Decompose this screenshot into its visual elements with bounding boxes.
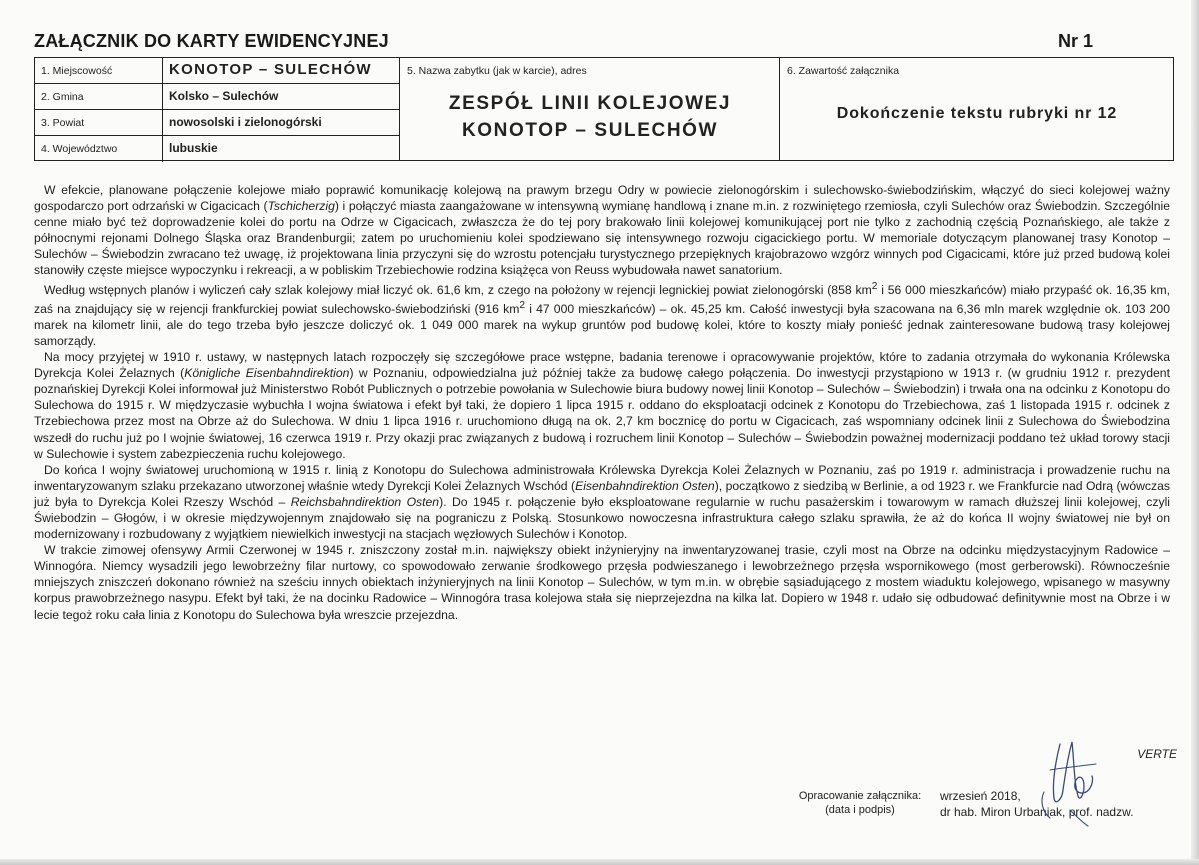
body-text [34, 182, 1170, 623]
gmina-value: Kolsko – Sulechów [169, 89, 279, 103]
text-run: i 47 000 mieszkańców) – ok. 45,25 km. Całość inwestycji była szacowana na 6,36 mln marek względnie ok. 103 200 marek na kilometr linii, ale do tego trzeba było jeszcze doliczyć ok. 1 049 000 marek na wykup gruntów pod budowę kolei, które to koszty miały ponieść jednak zainteresowane budową trasy kolejowej samorządy. [34, 301, 1170, 348]
table-divider [35, 83, 399, 84]
table-divider [35, 135, 399, 136]
table-divider [162, 58, 163, 162]
zawartosc-value: Dokończenie tekstu rubryki nr 12 [836, 105, 1118, 122]
zawartosc-label: 6. Zawartość załącznika [787, 65, 900, 77]
text-run: ). Do 1945 r. połączenie było eksploatowane regularnie w ruchu pasażerskim i towarowym w ramach dłuższej linii kolejowej, czyli Świebodzin – Głogów, i w okresie międzywojennym znajdowało się na pograniczu z Polską. Stosunkowo nowoczesna infrastruktura całego szlaku sprawiła, że aż do końca II wojny światowej nie był on modernizowany i rozbudowany z wyjątkiem niewielkich inwestycji na stacjach węzłowych Sulechów i Konotop. [34, 494, 1170, 542]
monument-name [401, 90, 779, 144]
text-run: W efekcie, planowane połączenie kolejowe miało poprawić komunikację kolejową na prawym brzegu Odry w powiecie zielonogórskim i sulechowsko-świebodzińskim, włączyć do sieci kolejowej ważny gospodarczo port odrzański w Cigacicach ( [34, 183, 1170, 214]
nazwa-label: 5. Nazwa zabytku (jak w karcie), adres [407, 65, 587, 77]
text-run: Na mocy przyjętej w 1910 r. ustawy, w następnych latach rozpoczęły się szczegółowe prace wstępne, badania terenowe i opracowywanie projektów, które to zadania otrzymała do wykonania Królewska Dyrekcja Kolei Żelaznych ( [34, 350, 1170, 381]
miejscowosc-value: KONOTOP – SULECHÓW [169, 61, 372, 78]
text-run: Według wstępnych planów i wyliczeń cały szlak kolejowy miał liczyć ok. 61,6 km, z czego na położony w rejencji legnickiej powiat zielonogórski (858 km [44, 282, 872, 297]
prepared-date: wrzesień 2018, [940, 789, 1021, 803]
text-run-italic: Königliche Eisenbahndirektion [184, 366, 350, 381]
table-divider [35, 109, 399, 110]
paper-edge [0, 859, 1199, 865]
prepared-by-label-line-2: (data i podpis) [825, 804, 895, 816]
powiat-value: nowosolski i zielonogórski [169, 115, 322, 129]
powiat-label: 3. Powiat [41, 117, 85, 129]
metadata-table [34, 57, 1174, 161]
paper-edge [1191, 0, 1199, 865]
superscript: 2 [871, 280, 878, 292]
signature-icon [1030, 730, 1110, 830]
verte-note: VERTE [1137, 747, 1177, 761]
monument-name-line-2: KONOTOP – SULECHÓW [461, 120, 719, 141]
prepared-by-label [790, 789, 930, 817]
text-run: ), początkowo z siedzibą w Berlinie, a od 1923 r. we Frankfurcie nad Odrą (wówczas już była to Dyrekcja Kolei Rzeszy Wschód – [34, 478, 1170, 509]
wojewodztwo-value: lubuskie [169, 141, 218, 155]
paragraph-5: W trakcie zimowej ofensywy Armii Czerwonej w 1945 r. zniszczony został m.in. największy obiekt inżynieryjny na inwentaryzowanej trasie, czyli most na Obrze na odcinku międzystacyjnym Radowice – Winnogóra. Niemcy wysadzili jego lewobrzeżny filar nurtowy, co spowodowało zerwanie środkowego przęsła podwieszanego i lewobrzeżnego przęsła wspornikowego (most gerberowski). Równocześnie mniejszych zniszczeń dokonano również na sześciu innych obiektach inżynieryjnych na linii Konotop – Sulechów, w tym m.in. w obrębie sąsiadującego z mostem wiaduktu kolejowego, wpisanego w masywny korpus prawobrzeżnego nasypu. Efekt był taki, że na docinku Radowice – Winnogóra trasa kolejowa stała się nieprzejezdna na kilka lat. Dopiero w 1948 r. udało się odbudować definitywnie most na Obrze i w lecie tegoż roku cała linia z Konotopu do Sulechowa była wreszcie przejezdna. [34, 543, 1170, 622]
text-run-italic: Reichsbahndirektion Osten [290, 494, 440, 509]
monument-name-line-1: ZESPÓŁ LINII KOLEJOWEJ [448, 93, 732, 114]
text-run-italic: Eisenbahndirektion Osten [575, 478, 715, 493]
gmina-label: 2. Gmina [41, 91, 84, 103]
paragraph-4 [34, 462, 1170, 542]
text-run: ) i połączyć miasta zaangażowane w intensywną wymianę handlową i znane m.in. z rozwiniętego rzemiosła, czyli Sulechów oraz Świebodzin. Szczególnie cenne miało być też doprowadzenie kolei do portu na Odrze w Cigacicach, zwłaszcza że do tej pory brakowało linii kolejowej komunikującej port nie tylko z zachodnią częścią Poznańskiego, ale także z północnymi rejonami Dolnego Śląska oraz Brandenburgii; zatem po uruchomieniu kolei spodziewano się intensywnego rozwoju cigacickiego portu. W memoriale dotyczącym planowanej trasy Konotop – Sulechów – Świebodzin zwracano też uwagę, iż projektowana linia przyczyni się do wzrostu potencjału turystycznego przepięknych krajobrazowo wzgórz winnych pod Cigacicami, które już przed budową kolei stanowiły częste miejsce wypoczynku i rekreacji, a w pobliskim Trzebiechowie rodzina książęca von Reuss wybudowała nawet sanatorium. [34, 199, 1170, 278]
miejscowosc-label: 1. Miejscowość [41, 65, 113, 77]
superscript: 2 [519, 299, 526, 311]
wojewodztwo-label: 4. Województwo [41, 143, 118, 155]
text-run: Do końca I wojny światowej uruchomioną w 1915 r. linią z Konotopu do Sulechowa administrowała Królewska Dyrekcja Kolei Żelaznych w Poznaniu, zaś po 1919 r. administracja i prowadzenie ruchu na inwentaryzowanym szlaku przekazano utworzonej właśnie wtedy Dyrekcji Kolei Żelaznych Wschód ( [34, 462, 1170, 493]
text-run: ) w Poznaniu, odpowiedzialna już później także za budowę całego połączenia. Do inwestycji przystąpiono w 1913 r. (w grudniu 1912 r. prezydent poznańskiej Dyrekcji Kolei informował już Ministerstwo Robót Publicznych o potrzebie powołania w Sulechowie biura budowy nowej linii Konotop – Sulechów – Świebodzin) i trwała ona na odcinku z Konotopu do Sulechowa do 1915 r. W międzyczasie wybuchła I wojna światowa i efekt był taki, że dopiero 1 lipca 1915 r. oddano do eksploatacji odcinek z Konotopu do Trzebiechowa, zaś 1 listopada 1915 r. odcinek z Trzebiechowa przez most na Obrze aż do Sulechowa. W dniu 1 lipca 1916 r. uruchomiono długą na ok. 2,7 km bocznicę do portu w Cigacicach, zaś wspomniany odcinek linii z Sulechowa do Świebodzina wszedł do ruchu już po I wojnie światowej, 16 czerwca 1919 r. Przy okazji prac związanych z budową i rozruchem linii Konotop – Sulechów – Świebodzin poważnej modernizacji poddano też układ torowy stacji w Sulechowie i system zabezpieczenia ruchu kolejowego. [34, 366, 1170, 461]
paragraph-3 [34, 349, 1170, 462]
table-divider [399, 58, 400, 160]
attachment-number: Nr 1 [1057, 31, 1093, 51]
prepared-author: dr hab. Miron Urbaniak, prof. nadzw. [940, 805, 1134, 819]
paragraph-2 [34, 279, 1170, 350]
prepared-by-label-line-1: Opracowanie załącznika: [798, 790, 922, 802]
text-run-italic: Tschicherzig [267, 199, 335, 214]
document-title: ZAŁĄCZNIK DO KARTY EWIDENCYJNEJ [34, 31, 389, 51]
paragraph-1 [34, 182, 1170, 279]
text-run: i 56 000 mieszkańców) miało przypaść ok. 16,35 km, zaś na znajdujący się w rejencji frankfurckiej powiat sulechowsko-świebodziński (916 km [34, 282, 1171, 316]
